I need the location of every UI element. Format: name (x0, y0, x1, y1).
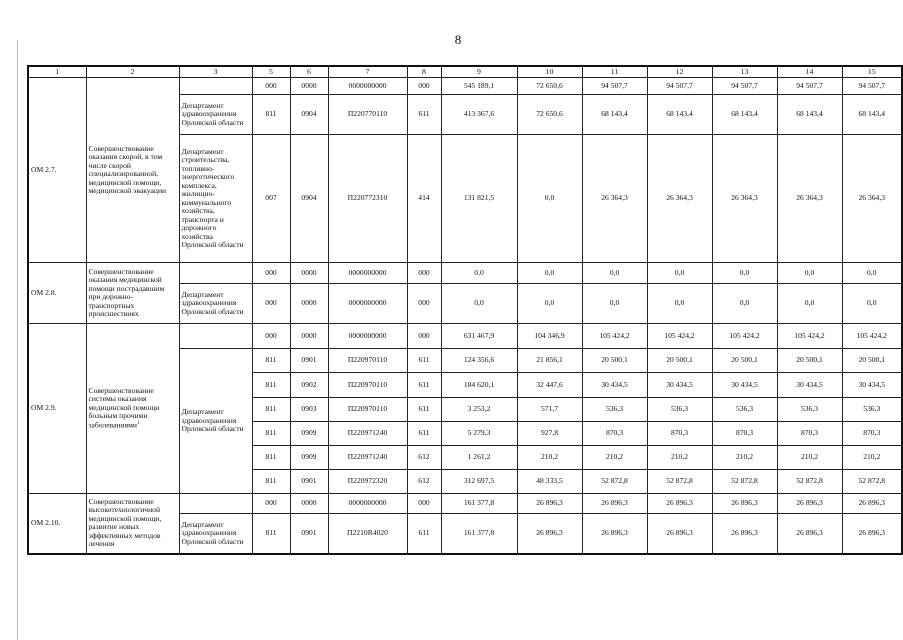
cell: 414 (407, 135, 441, 263)
cell: 94 507,7 (582, 78, 647, 95)
cell: 612 (407, 470, 441, 494)
column-header: 2 (86, 66, 179, 78)
cell: 210,2 (647, 446, 712, 470)
cell: 811 (252, 470, 290, 494)
cell: 26 896,3 (842, 514, 902, 554)
scan-margin-line (17, 40, 18, 640)
measure-code: ОМ 2.10. (28, 494, 86, 554)
cell: 811 (252, 514, 290, 554)
cell: 105 424,2 (712, 324, 777, 349)
cell: 0000 (290, 324, 328, 349)
cell: 000 (252, 284, 290, 324)
cell: 000 (252, 494, 290, 514)
cell: 545 189,1 (441, 78, 517, 95)
column-header: 7 (328, 66, 407, 78)
cell: 52 872,8 (582, 470, 647, 494)
cell: 161 377,8 (441, 494, 517, 514)
cell: 20 500,1 (582, 349, 647, 373)
cell: 811 (252, 422, 290, 446)
table-row (28, 324, 902, 349)
cell: 104 346,9 (517, 324, 582, 349)
column-header: 1 (28, 66, 86, 78)
cell: 94 507,7 (842, 78, 902, 95)
cell: 870,3 (842, 422, 902, 446)
cell: 571,7 (517, 398, 582, 422)
cell: 105 424,2 (582, 324, 647, 349)
cell: 26 896,3 (582, 514, 647, 554)
cell: 612 (407, 446, 441, 470)
cell: 611 (407, 514, 441, 554)
cell: 811 (252, 446, 290, 470)
cell: 68 143,4 (582, 95, 647, 135)
cell: 52 872,8 (712, 470, 777, 494)
cell: 26 364,3 (777, 135, 842, 263)
org-cell: Департамент строительства, топливно-энергетического комплекса, жилищно-коммунального хозяйства, транспорта и дорожного хозяйства Орловской области (179, 135, 252, 263)
cell: 21 856,1 (517, 349, 582, 373)
cell: П2210R4020 (328, 514, 407, 554)
cell: 536,3 (647, 398, 712, 422)
cell: 870,3 (582, 422, 647, 446)
measure-name: Совершенствование высокотехнологичной медицинской помощи, развитие новых эффективных методов лечения (86, 494, 179, 554)
org-cell (179, 494, 252, 514)
cell: 26 896,3 (517, 494, 582, 514)
cell: 26 896,3 (842, 494, 902, 514)
cell: 105 424,2 (777, 324, 842, 349)
cell: 000 (252, 324, 290, 349)
cell: 0902 (290, 373, 328, 398)
cell: 68 143,4 (777, 95, 842, 135)
cell: 611 (407, 349, 441, 373)
column-header: 3 (179, 66, 252, 78)
budget-table (27, 65, 903, 555)
cell: 0901 (290, 349, 328, 373)
cell: 0909 (290, 446, 328, 470)
cell: 94 507,7 (647, 78, 712, 95)
cell: 210,2 (777, 446, 842, 470)
cell: 0,0 (842, 263, 902, 284)
cell: 72 650,6 (517, 95, 582, 135)
cell: 30 434,5 (582, 373, 647, 398)
cell: 0000000000 (328, 284, 407, 324)
column-header: 8 (407, 66, 441, 78)
cell: 68 143,4 (647, 95, 712, 135)
cell: 94 507,7 (777, 78, 842, 95)
cell: 0000 (290, 78, 328, 95)
cell: 131 821,5 (441, 135, 517, 263)
column-header: 12 (647, 66, 712, 78)
org-cell (179, 78, 252, 95)
cell: 184 620,1 (441, 373, 517, 398)
cell: 0000000000 (328, 494, 407, 514)
cell: 927,8 (517, 422, 582, 446)
cell: 0,0 (712, 263, 777, 284)
cell: 26 364,3 (647, 135, 712, 263)
org-cell: Департамент здравоохранения Орловской области (179, 284, 252, 324)
cell: 000 (407, 324, 441, 349)
cell: П220970110 (328, 398, 407, 422)
cell: 72 650,6 (517, 78, 582, 95)
cell: 3 253,2 (441, 398, 517, 422)
cell: 26 896,3 (777, 494, 842, 514)
cell: П220970110 (328, 373, 407, 398)
org-cell: Департамент здравоохранения Орловской области (179, 349, 252, 494)
cell: 413 367,6 (441, 95, 517, 135)
cell: 0,0 (842, 284, 902, 324)
cell: 210,2 (517, 446, 582, 470)
column-header: 10 (517, 66, 582, 78)
cell: 20 500,1 (842, 349, 902, 373)
cell: 0,0 (517, 284, 582, 324)
cell: 30 434,5 (777, 373, 842, 398)
cell: 26 896,3 (647, 494, 712, 514)
footnote-marker: 1 (136, 420, 140, 426)
cell: 0909 (290, 422, 328, 446)
cell: 0000000000 (328, 324, 407, 349)
cell: 611 (407, 373, 441, 398)
cell: 000 (407, 263, 441, 284)
cell: 007 (252, 135, 290, 263)
org-cell (179, 263, 252, 284)
org-cell: Департамент здравоохранения Орловской области (179, 95, 252, 135)
cell: 0000 (290, 494, 328, 514)
cell: 26 896,3 (712, 494, 777, 514)
cell: 870,3 (647, 422, 712, 446)
column-header: 14 (777, 66, 842, 78)
cell: 52 872,8 (777, 470, 842, 494)
cell: 0,0 (441, 284, 517, 324)
cell: 0,0 (441, 263, 517, 284)
cell: 210,2 (582, 446, 647, 470)
cell: 000 (407, 284, 441, 324)
cell: 000 (252, 78, 290, 95)
cell: 611 (407, 95, 441, 135)
cell: П220770110 (328, 95, 407, 135)
cell: 30 434,5 (647, 373, 712, 398)
org-cell-empty (179, 324, 252, 349)
cell: П220972320 (328, 470, 407, 494)
cell: 611 (407, 398, 441, 422)
cell: 0,0 (582, 284, 647, 324)
cell: 5 279,3 (441, 422, 517, 446)
cell: 536,3 (777, 398, 842, 422)
column-header: 11 (582, 66, 647, 78)
cell: 68 143,4 (712, 95, 777, 135)
cell: 0000000000 (328, 263, 407, 284)
cell: 52 872,8 (647, 470, 712, 494)
cell: 000 (252, 263, 290, 284)
cell: 20 500,1 (647, 349, 712, 373)
cell: 210,2 (842, 446, 902, 470)
measure-code: ОМ 2.7. (28, 78, 86, 263)
page-number: 8 (454, 32, 462, 47)
cell: 811 (252, 95, 290, 135)
cell: 0,0 (647, 284, 712, 324)
cell: 26 896,3 (647, 514, 712, 554)
cell: 26 896,3 (777, 514, 842, 554)
cell: 161 377,8 (441, 514, 517, 554)
cell: 26 364,3 (582, 135, 647, 263)
measure-name-text: Совершенствование системы оказания медицинской помощи больным прочими заболеваниями (88, 385, 160, 430)
cell: 0904 (290, 95, 328, 135)
table-row (28, 494, 902, 514)
cell: 000 (407, 78, 441, 95)
cell: 20 500,1 (712, 349, 777, 373)
column-header: 15 (842, 66, 902, 78)
cell: 52 872,8 (842, 470, 902, 494)
column-header: 13 (712, 66, 777, 78)
cell: 1 261,2 (441, 446, 517, 470)
cell: 0000 (290, 263, 328, 284)
cell: 0000 (290, 284, 328, 324)
cell: 536,3 (582, 398, 647, 422)
cell: П220971240 (328, 422, 407, 446)
cell: 0901 (290, 470, 328, 494)
header-row (28, 66, 902, 78)
cell: 536,3 (842, 398, 902, 422)
cell: 26 896,3 (582, 494, 647, 514)
cell: 0,0 (582, 263, 647, 284)
cell: 30 434,5 (842, 373, 902, 398)
org-cell: Департамент здравоохранения Орловской области (179, 514, 252, 554)
table-row (28, 263, 902, 284)
cell: 26 896,3 (517, 514, 582, 554)
cell: 536,3 (712, 398, 777, 422)
cell: 94 507,7 (712, 78, 777, 95)
column-header: 5 (252, 66, 290, 78)
cell: 0,0 (712, 284, 777, 324)
cell: 0000000000 (328, 78, 407, 95)
column-header: 6 (290, 66, 328, 78)
cell: 105 424,2 (647, 324, 712, 349)
cell: 0903 (290, 398, 328, 422)
cell: 68 143,4 (842, 95, 902, 135)
cell: 26 896,3 (712, 514, 777, 554)
cell: 811 (252, 373, 290, 398)
cell: 48 333,5 (517, 470, 582, 494)
cell: 105 424,2 (842, 324, 902, 349)
measure-code: ОМ 2.9. (28, 324, 86, 494)
cell: П220970110 (328, 349, 407, 373)
cell: 124 356,6 (441, 349, 517, 373)
cell: 0,0 (647, 263, 712, 284)
measure-name (86, 324, 179, 494)
cell: 0,0 (777, 284, 842, 324)
cell: 811 (252, 398, 290, 422)
column-header: 9 (441, 66, 517, 78)
cell: 0901 (290, 514, 328, 554)
cell: 0,0 (777, 263, 842, 284)
measure-name: Совершенствование оказания скорой, в том числе скорой специализированной, медицинской помощи, медицинской эвакуации (86, 78, 179, 263)
cell: 611 (407, 422, 441, 446)
measure-code: ОМ 2.8. (28, 263, 86, 324)
cell: П220772310 (328, 135, 407, 263)
cell: 20 500,1 (777, 349, 842, 373)
cell: 312 697,5 (441, 470, 517, 494)
measure-name: Совершенствование оказания медицинской помощи пострадавшим при дорожно-транспортных происшествиях (86, 263, 179, 324)
cell: 0,0 (517, 135, 582, 263)
cell: 26 364,3 (712, 135, 777, 263)
cell: 870,3 (712, 422, 777, 446)
cell: П220971240 (328, 446, 407, 470)
cell: 811 (252, 349, 290, 373)
cell: 210,2 (712, 446, 777, 470)
cell: 870,3 (777, 422, 842, 446)
cell: 32 447,6 (517, 373, 582, 398)
table-row (28, 78, 902, 95)
cell: 0,0 (517, 263, 582, 284)
cell: 631 467,9 (441, 324, 517, 349)
cell: 26 364,3 (842, 135, 902, 263)
cell: 30 434,5 (712, 373, 777, 398)
cell: 000 (407, 494, 441, 514)
cell: 0904 (290, 135, 328, 263)
